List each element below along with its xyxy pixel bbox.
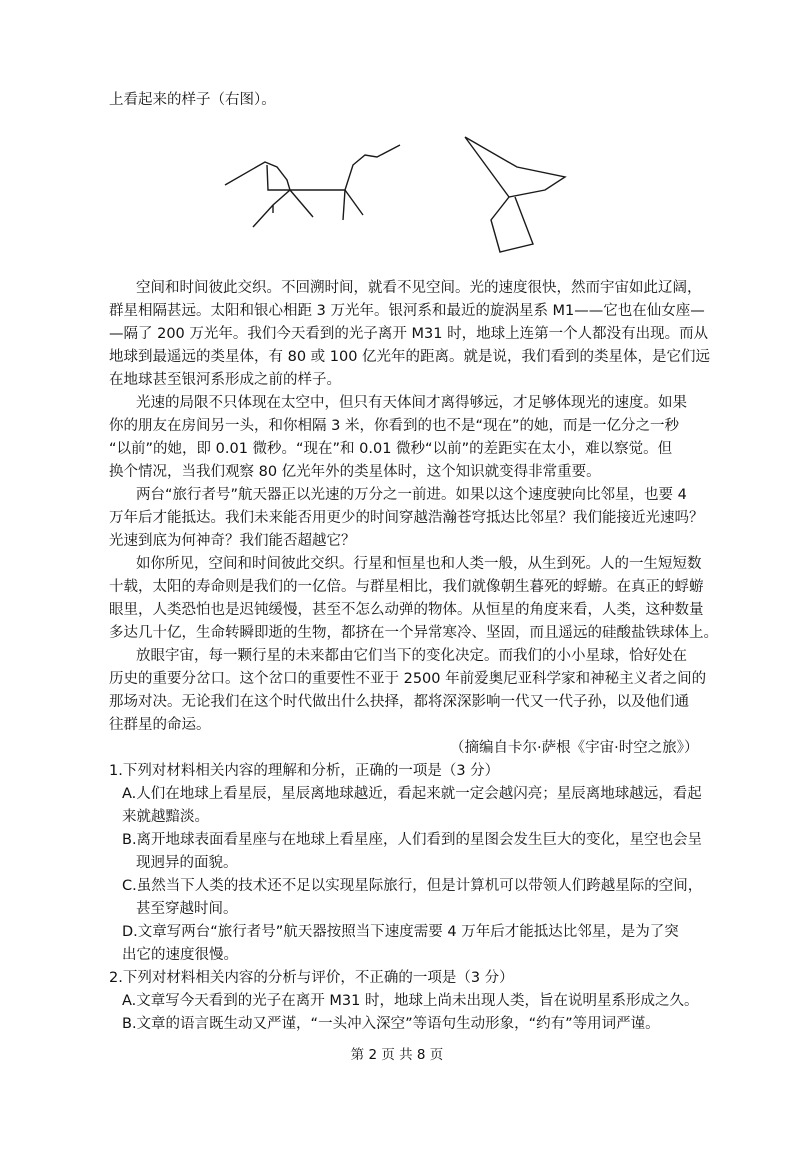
question-1-option-b: B.离开地球表面看星座与在地球上看星座，人们看到的星图会发生巨大的变化，星空也会呈 <box>122 832 703 848</box>
body-line: 那场对决。无论我们在这个时代做出什么抉择，都将深深影响一代又一代子孙，以及他们通 <box>109 694 689 710</box>
body-line: 光速到底为何神奇？我们能否超越它？ <box>109 533 356 549</box>
body-line: 万年后才能抵达。我们未来能否用更少的时间穿越浩瀚苍穹抵达比邻星？我们能接近光速吗？ <box>109 510 704 526</box>
question-1-option-c: C.虽然当下人类的技术还不足以实现星际旅行，但是计算机可以带领人们跨越星际的空间， <box>122 878 703 894</box>
body-line: 光速的局限不只体现在太空中，但只有天体间才离得够远，才足够体现光的速度。如果 <box>136 395 687 411</box>
constellation-cup-figure <box>455 132 575 257</box>
body-line: 眼里，人类恐怕也是迟钝缓慢，甚至不怎么动弹的物体。从恒星的角度来看，人类，这种数量 <box>109 602 704 618</box>
body-line: 群星相隔甚远。太阳和银心相距 3 万光年。银河系和最近的旋涡星系 M1——它也在仙女座— <box>109 303 705 319</box>
body-line: 在地球甚至银河系形成之前的样子。 <box>109 372 341 388</box>
question-2-option-b: B.文章的语言既生动又严谨，“一头冲入深空”等语句生动形象，“约有”等用词严谨。 <box>122 1016 660 1032</box>
body-line: 换个情况，当我们观察 80 亿光年外的类星体时，这个知识就变得非常重要。 <box>109 464 601 480</box>
body-line: 放眼宇宙，每一颗行星的未来都由它们当下的变化决定。而我们的小小星球，恰好处在 <box>136 648 687 664</box>
page-footer: 第 2 页 共 8 页 <box>350 1047 444 1063</box>
body-line: 历史的重要分岔口。这个岔口的重要性不亚于 2500 年前爱奥尼亚科学家和神秘主义者之间的 <box>109 671 707 687</box>
intro-line: 上看起来的样子（右图）。 <box>109 92 276 108</box>
body-line: “以前”的她，即 0.01 微秒。“现在”和 0.01 微秒“以前”的差距实在太小，难以察觉。但 <box>109 441 673 457</box>
question-2-option-a: A.文章写今天看到的光子在离开 M31 时，地球上尚未出现人类，旨在说明星系形成之久。 <box>122 993 699 1009</box>
body-line: 多达几十亿，生命转瞬即逝的生物，都挤在一个异常寒冷、坚固，而且遥远的硅酸盐铁球体上。 <box>109 625 718 641</box>
body-line: 往群星的命运。 <box>109 717 211 733</box>
body-line: 空间和时间彼此交织。不回溯时间，就看不见空间。光的速度很快，然而宇宙如此辽阔， <box>136 280 702 296</box>
question-1-stem: 1.下列对材料相关内容的理解和分析，正确的一项是（3 分） <box>109 763 500 779</box>
body-line: 两台“旅行者号”航天器正以光速的万分之一前进。如果以这个速度驶向比邻星，也要 4 <box>136 487 687 503</box>
source-citation: （摘编自卡尔·萨根《宇宙·时空之旅》） <box>450 740 699 756</box>
body-line: 地球到最遥远的类星体，有 80 或 100 亿光年的距离。就是说，我们看到的类星体，是它们远 <box>109 349 711 365</box>
body-line: —隔了 200 万光年。我们今天看到的光子离开 M31 时，地球上连第一个人都没有出现。而从 <box>109 326 709 342</box>
body-line: 如你所见，空间和时间彼此交织。行星和恒星也和人类一般，从生到死。人的一生短短数 <box>136 556 702 572</box>
body-line: 你的朋友在房间另一头，和你相隔 3 米，你看到的也不是“现在”的她，而是一亿分之一秒 <box>109 418 679 434</box>
question-1-option-a-cont: 来就越黯淡。 <box>122 809 209 825</box>
question-1-option-c-cont: 甚至穿越时间。 <box>136 901 238 917</box>
question-1-option-b-cont: 现迥异的面貌。 <box>136 855 238 871</box>
question-1-option-d-cont: 出它的速度很慢。 <box>122 947 238 963</box>
question-1-option-a: A.人们在地球上看星辰，星辰离地球越近，看起来就一定会越闪亮；星辰离地球越远，看起 <box>122 786 702 802</box>
body-line: 十载，太阳的寿命则是我们的一亿倍。与群星相比，我们就像朝生暮死的蜉蝣。在真正的蜉蝣 <box>109 579 704 595</box>
question-2-stem: 2.下列对材料相关内容的分析与评价，不正确的一项是（3 分） <box>109 970 514 986</box>
question-1-option-d: D.文章写两台“旅行者号”航天器按照当下速度需要 4 万年后才能抵达比邻星，是为了突 <box>122 924 679 940</box>
constellation-horse-figure <box>215 135 415 235</box>
